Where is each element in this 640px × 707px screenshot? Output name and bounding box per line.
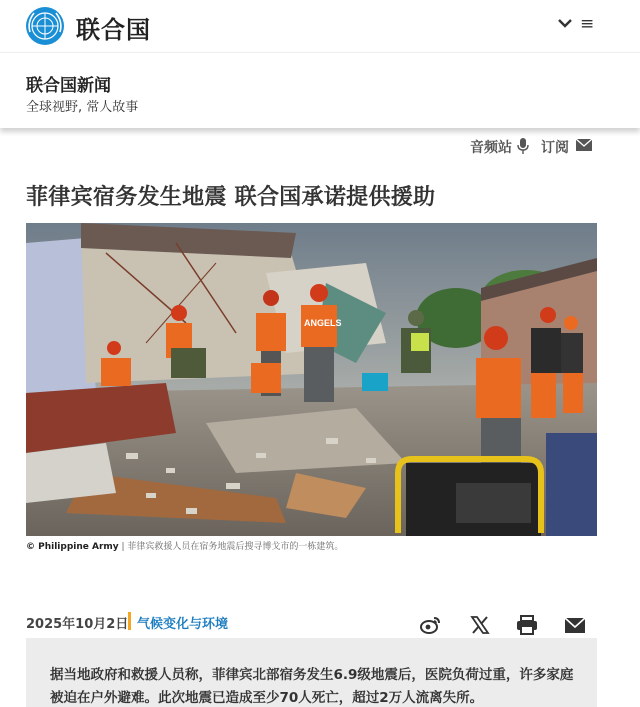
microphone-icon[interactable] [517,138,529,154]
envelope-icon[interactable] [576,139,592,151]
brand-name[interactable]: 联合国 [76,16,151,44]
un-emblem-icon[interactable] [24,6,66,46]
category-divider [128,612,131,630]
photo-caption [26,539,343,552]
news-section-subtitle: 全球视野, 常人故事 [26,100,139,115]
email-share-icon[interactable] [564,615,586,635]
article-lead-text: 据当地政府和救援人员称，菲律宾北部宿务发生6.9级地震后，医院负荷过重，许多家庭被迫在户外避难。此次地震已造成至少70人死亡，超过2万人流离失所。 [50,667,574,706]
photo-caption-text: | 菲律宾救援人员在宿务地震后搜寻博戈市的一栋建筑。 [121,542,344,552]
article-date: 2025年10月2日 [26,617,129,632]
news-section-title[interactable]: 联合国新闻 [26,76,111,96]
hamburger-icon[interactable]: ≡ [580,14,595,34]
weibo-icon[interactable] [420,615,442,635]
x-twitter-icon[interactable] [469,615,491,635]
audio-hub-link[interactable]: 音频站 [470,140,512,156]
top-bar [0,0,640,52]
chevron-down-icon[interactable] [557,15,573,31]
photo-vest-text: ANGELS [304,318,342,328]
subscribe-link[interactable]: 订阅 [541,140,569,156]
article-photo [26,223,597,536]
article-lead-box [26,638,597,707]
category-link[interactable]: 气候变化与环境 [137,617,229,632]
print-icon[interactable] [516,615,538,635]
photo-credit: © Philippine Army [26,542,119,552]
news-section-bar [0,52,640,128]
article-headline: 菲律宾宿务发生地震 联合国承诺提供援助 [26,185,436,210]
